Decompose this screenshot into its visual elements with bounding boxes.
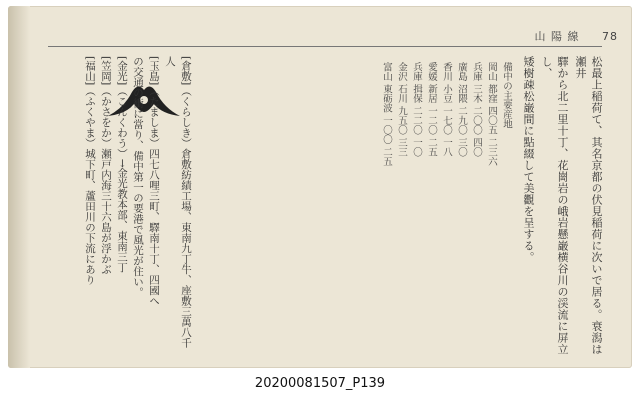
book-page: [8, 6, 632, 368]
main-paragraph: 松最上稲荷て、其名京都の伏見稲荷に次いで居る。衰潟は瀬井: [574, 56, 603, 355]
guide-paragraph: [倉敷]（くらしき）倉敷紡績工場、東南九丁牛、座敷三萬八千人: [164, 56, 192, 348]
table-line: 兵庫 三木 二〇〇 四〇: [471, 62, 482, 157]
page-gutter-shadow: [8, 6, 30, 368]
header-rule: [48, 46, 602, 47]
table-line: 愛媛 新居 一二〇 二五: [426, 62, 437, 157]
table-line: 金沢 石川 九五〇 三三: [396, 62, 407, 157]
image-caption: 20200081507_P139: [254, 376, 386, 391]
table-line: 廣島 沼隈 二九〇 三〇: [456, 62, 467, 157]
station-guide-text: [44, 56, 194, 356]
running-header: [535, 28, 619, 44]
table-line: 兵庫 揖保 二二〇 一〇: [411, 62, 422, 157]
production-table: [244, 62, 514, 322]
guide-paragraph: の交通の衝に當り、備中第一の要港で風光が住い。: [132, 56, 144, 298]
page-number: 78: [602, 30, 618, 43]
main-paragraph: 矮樹疎松巌間に點綴して美觀を呈する。: [522, 56, 535, 263]
guide-paragraph: [金光]（こんくわう）→金光教本部、東南三丁: [116, 56, 128, 273]
table-line: 香川 小豆 一七〇 一八: [441, 62, 452, 157]
guide-paragraph: [笠岡]（かさをか）瀬戸内海三十六島が浮かぶ: [100, 56, 112, 275]
table-line: 富山 東砺波 一〇〇 二五: [381, 62, 392, 167]
table-line: 備中の主要産地: [501, 62, 512, 129]
guide-paragraph: [玉島]（たましま）四七八哩三町、驛南十丁、四國へ: [148, 56, 160, 306]
main-paragraph: 驛から北二里十丁、花崗岩の峨岩懸巌横谷川の渓流に屏立し、: [540, 56, 569, 355]
table-line: 岡山 都窪 四〇五 二三六: [486, 62, 497, 167]
chapter-title: 山 陽 線: [534, 30, 580, 43]
guide-paragraph: [福山]（ふくやま）城下町、蘆田川の下流にあり: [84, 56, 96, 285]
